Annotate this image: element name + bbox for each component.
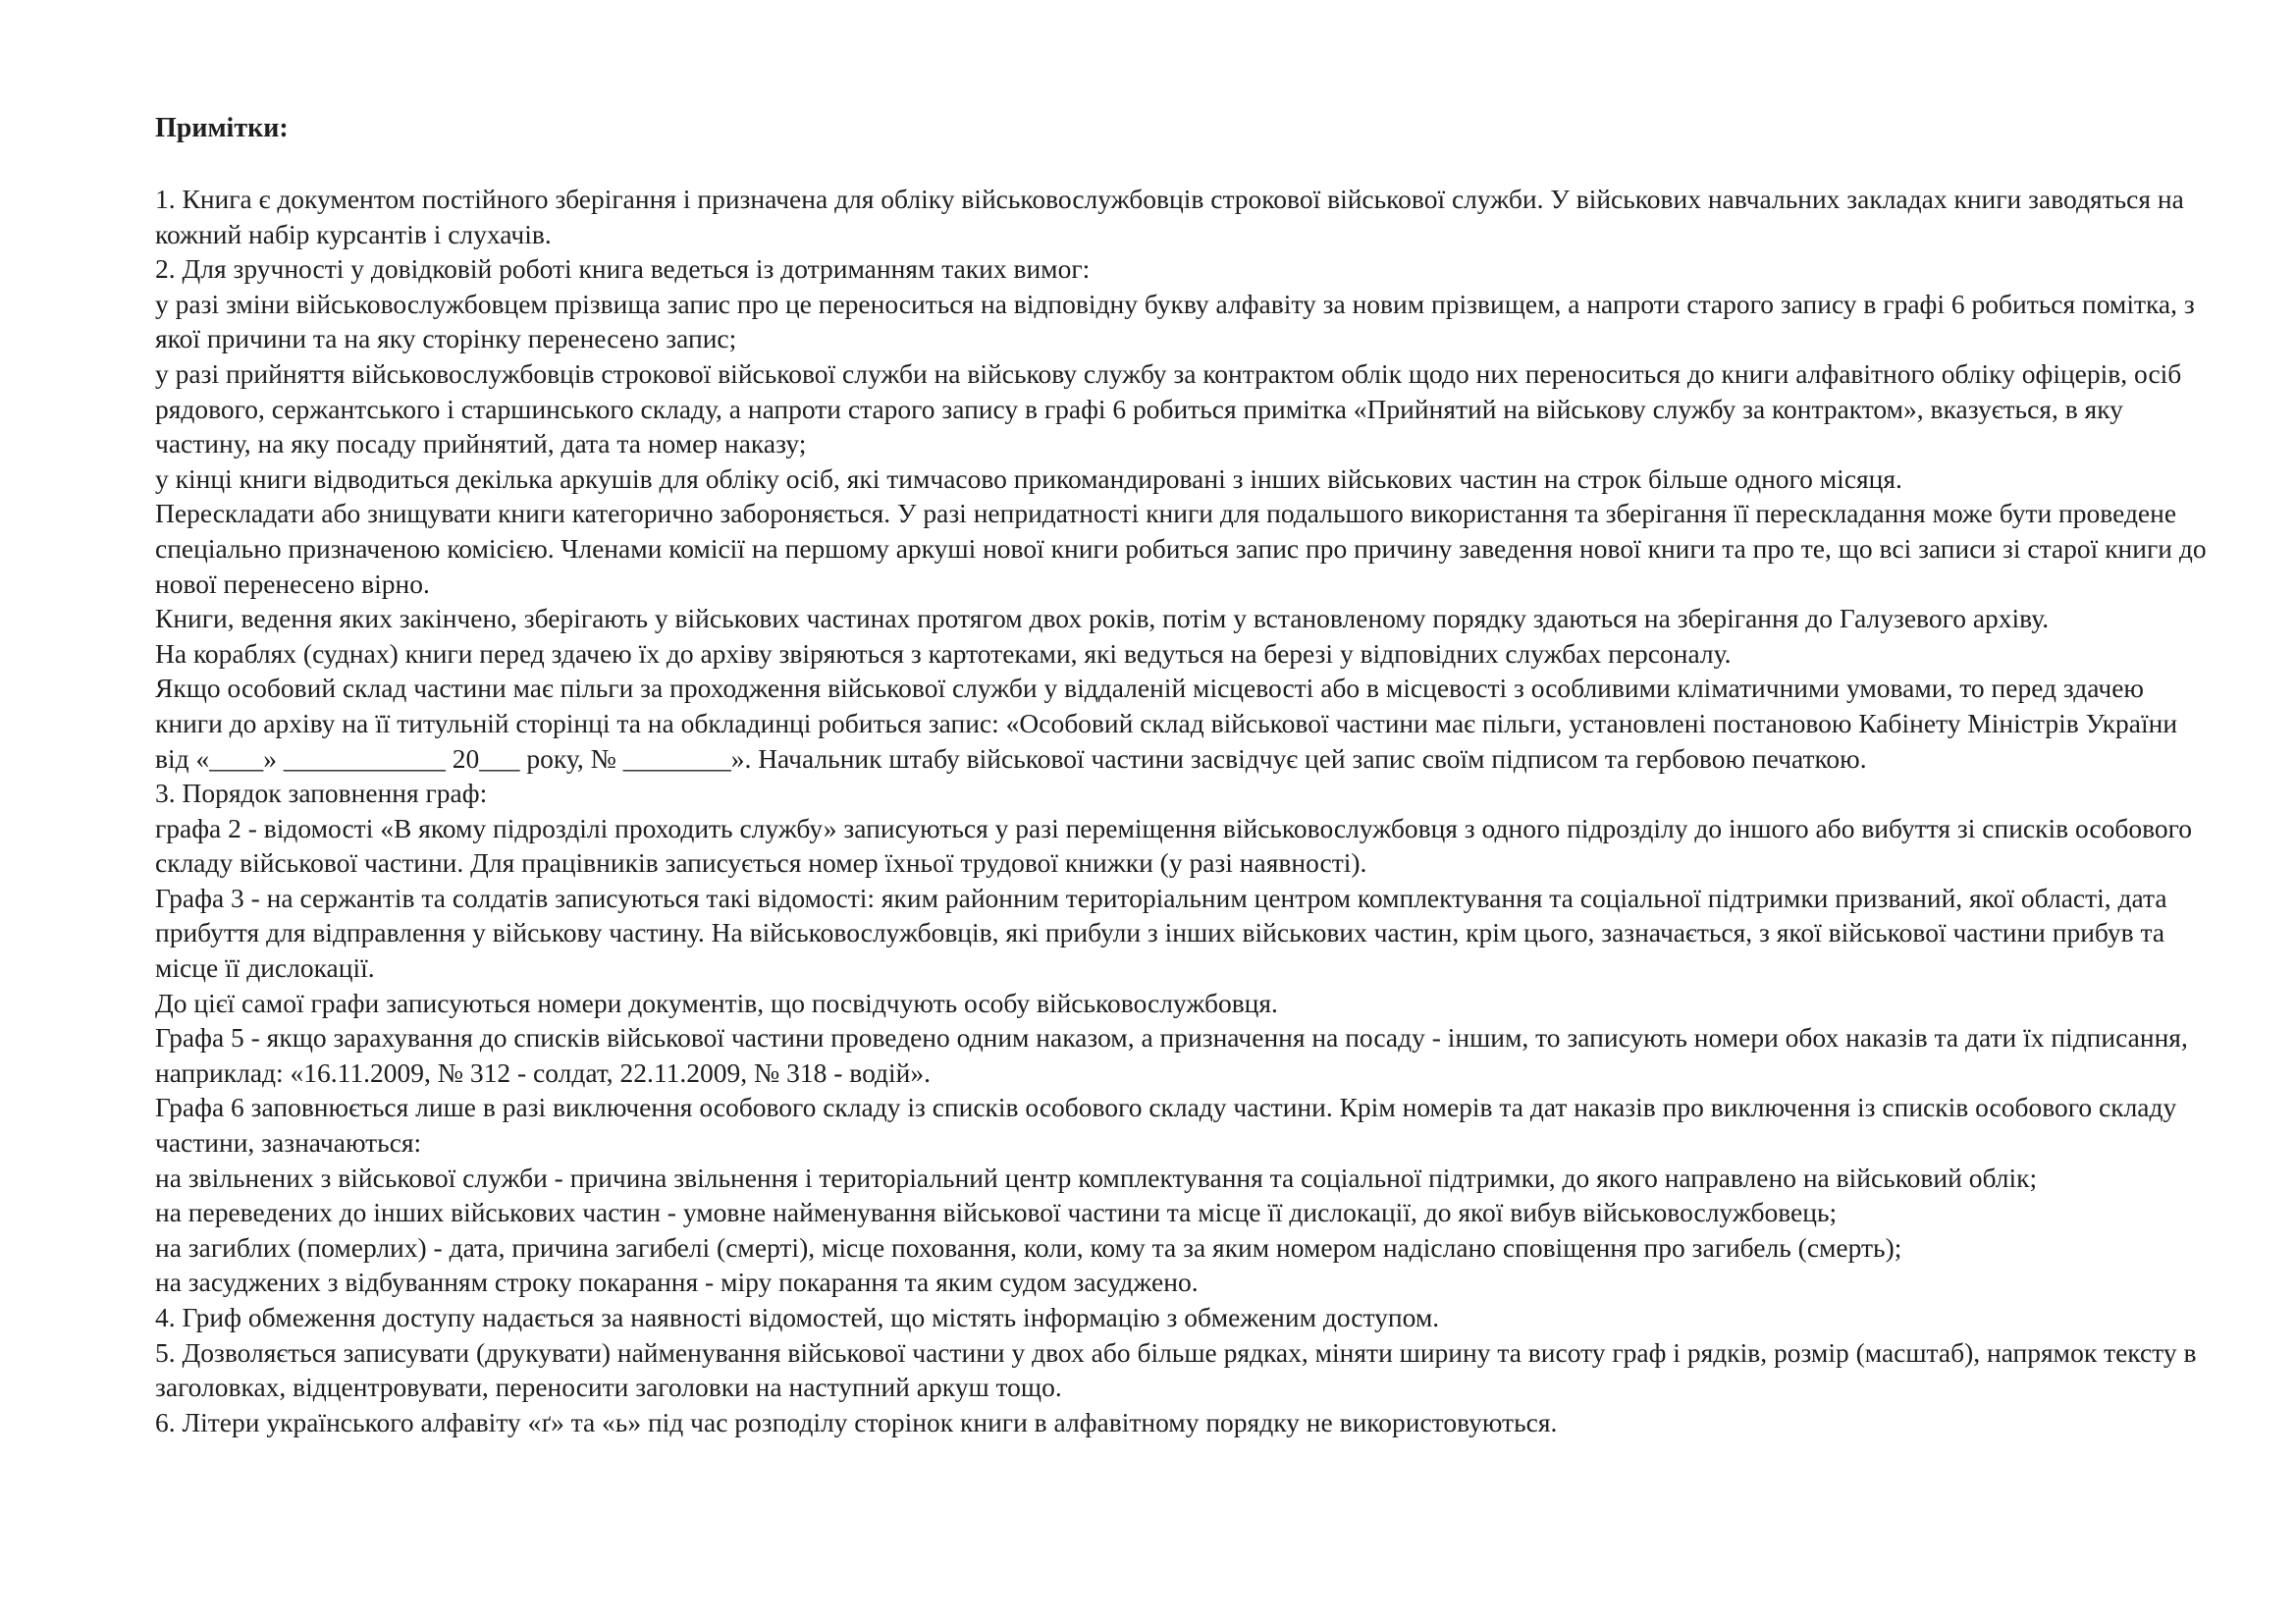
- note-paragraph: на звільнених з військової служби - причина звільнення і територіальний центр комплектування та соціальної підтримки, до якого направлено на військовий облік;: [155, 1162, 2038, 1193]
- note-paragraph: на переведених до інших військових частин - умовне найменування військової частини та місце її дислокації, до якої вибув військовослужбовець;: [155, 1197, 1838, 1228]
- note-paragraph: графа 2 - відомості «В якому підрозділі проходить службу» записуються у разі переміщення військовослужбовця з одного підрозділу до іншого або вибуття зі списків особового складу військової частини. Для працівників записується номер їхньої трудової книжки (у разі наявності).: [155, 812, 2193, 879]
- note-paragraph: 1. Книга є документом постійного зберігання і призначена для обліку військовослужбовців строкової військової служби. У військових навчальних закладах книги заводяться на кожний набір курсантів і слухачів.: [155, 184, 2184, 249]
- note-paragraph: Перескладати або знищувати книги категорично забороняється. У разі непридатності книги для подальшого використання та зберігання її перескладання може бути проведене спеціально призначеною комісією. Членами комісії на першому аркуші нової книги робиться запис про причину заведення нової книги та про те, що всі записи зі старої книги до нової перенесено вірно.: [155, 498, 2207, 599]
- note-paragraph: Графа 5 - якщо зарахування до списків військової частини проведено одним наказом, а призначення на посаду - іншим, то записують номери обох наказів та дати їх підписання, наприклад: «16.11.2009, № 312 - солдат, 22.11.2009, № 318 - водій».: [155, 1022, 2188, 1088]
- note-paragraph: На кораблях (суднах) книги перед здачею їх до архіву звіряються з картотеками, які ведуться на березі у відповідних службах персоналу.: [155, 637, 1732, 669]
- notes-title: Примітки:: [155, 113, 289, 143]
- note-paragraph: Графа 3 - на сержантів та солдатів записуються такі відомості: яким районним територіальним центром комплектування та соціальної підтримки призваний, якої області, дата прибуття для відправлення у військову частину. На військовослужбовців, які прибули з інших військових частин, крім цього, зазначається, з якої військової частини прибув та місце її дислокації.: [155, 882, 2167, 984]
- note-paragraph: 6. Літери українського алфавіту «ґ» та «ь» під час розподілу сторінок книги в алфавітному порядку не використовуються.: [155, 1406, 1558, 1437]
- notes-body: [155, 182, 2207, 1439]
- note-paragraph: 5. Дозволяється записувати (друкувати) найменування військової частини у двох або більше рядках, міняти ширину та висоту граф і рядків, розмір (масштаб), напрямок тексту в заголовках, відцентровувати, переносити заголовки на наступний аркуш тощо.: [155, 1336, 2197, 1403]
- note-paragraph: Графа 6 заповнюється лише в разі виключення особового складу із списків особового складу частини. Крім номерів та дат наказів про виключення із списків особового складу частини, зазначаються:: [155, 1092, 2177, 1159]
- note-paragraph: Книги, ведення яких закінчено, зберігають у військових частинах протягом двох років, потім у встановленому порядку здаються на зберігання до Галузевого архіву.: [155, 603, 2050, 634]
- notes-section: [155, 111, 2207, 1439]
- note-paragraph: 3. Порядок заповнення граф:: [155, 778, 488, 809]
- note-paragraph: на засуджених з відбуванням строку покарання - міру покарання та яким судом засуджено.: [155, 1267, 1199, 1298]
- note-paragraph: 2. Для зручності у довідковій роботі книга ведеться із дотриманням таких вимог:: [155, 253, 1091, 285]
- note-paragraph: у разі прийняття військовослужбовців строкової військової служби на військову службу за контрактом облік щодо них переноситься до книги алфавітного обліку офіцерів, осіб рядового, сержантського і старшинського складу, а напроти старого запису в графі 6 робиться примітка «Прийнятий на військову службу за контрактом», вказується, в яку частину, на яку посаду прийнятий, дата та номер наказу;: [155, 357, 2182, 460]
- note-paragraph: Якщо особовий склад частини має пільги за проходження військової служби у віддаленій місцевості або в місцевості з особливими кліматичними умовами, то перед здачею книги до архіву на її титульній сторінці та на обкладинці робиться запис: «Особовий склад військової частини має пільги, установлені постановою Кабінету Міністрів України від «____» ____________ 20___ року, № ________». Начальник штабу військової частини засвідчує цей запис своїм підписом та гербовою печаткою.: [155, 673, 2178, 774]
- note-paragraph: у разі зміни військовослужбовцем прізвища запис про це переноситься на відповідну букву алфавіту за новим прізвищем, а напроти старого запису в графі 6 робиться помітка, з якої причини та на яку сторінку перенесено запис;: [155, 288, 2195, 354]
- note-paragraph: До цієї самої графи записуються номери документів, що посвідчують особу військовослужбовця.: [155, 987, 1278, 1018]
- note-paragraph: на загиблих (померлих) - дата, причина загибелі (смерті), місце поховання, коли, кому та за яким номером надіслано сповіщення про загибель (смерть);: [155, 1231, 1902, 1263]
- note-paragraph: 4. Гриф обмеження доступу надається за наявності відомостей, що містять інформацію з обмеженим доступом.: [155, 1302, 1440, 1332]
- note-paragraph: у кінці книги відводиться декілька аркушів для обліку осіб, які тимчасово прикомандировані з інших військових частин на строк більше одного місяця.: [155, 462, 1902, 494]
